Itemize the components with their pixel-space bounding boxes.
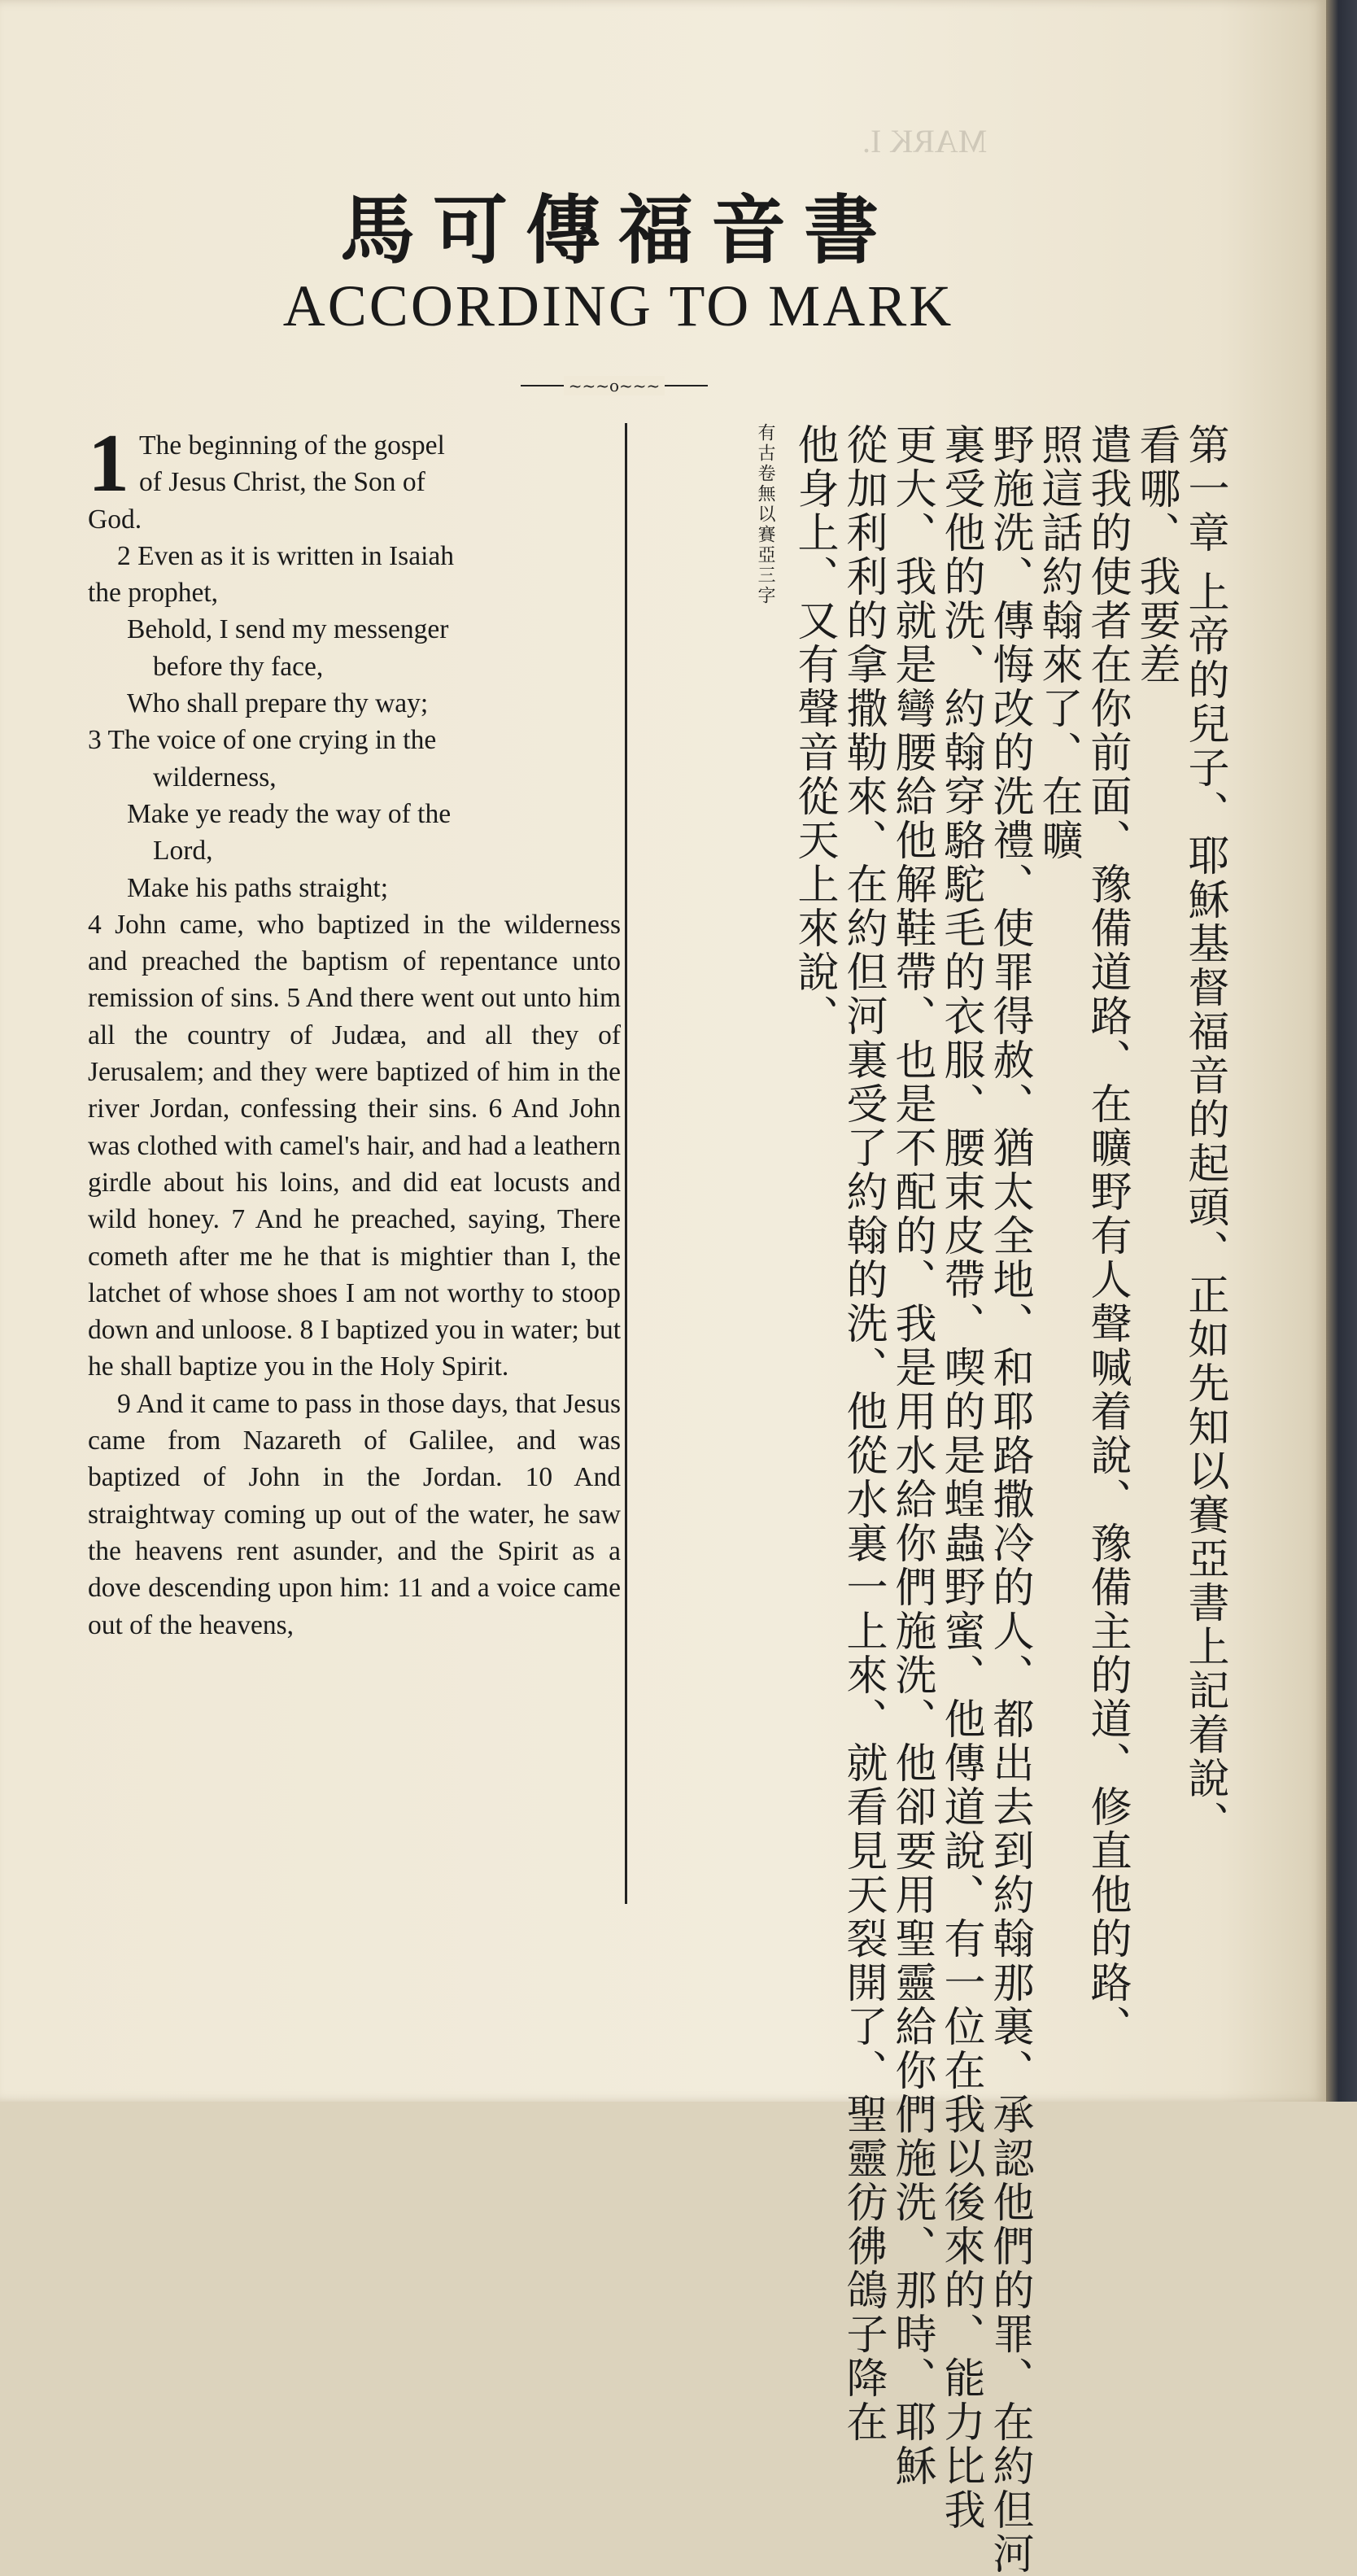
- english-line: 2 Even as it is written in Isaiah: [117, 540, 455, 571]
- english-line: Behold, I send my messenger: [127, 614, 449, 645]
- chinese-text-column: [635, 423, 1228, 2576]
- english-line: Lord,: [153, 836, 213, 867]
- english-line: Make his paths straight;: [127, 872, 388, 903]
- chinese-title: 馬可傳福音書: [339, 186, 897, 274]
- english-line: before thy face,: [153, 651, 324, 682]
- chinese-column: 從加利利的拿撒勒來、在約但河裏受了約翰的洗、他從水裏一上來、就看見天裂開了、聖靈彷彿鴿子降在: [839, 423, 887, 2444]
- book-cover-edge: [1326, 0, 1357, 2102]
- chinese-column: 裏受他的洗、約翰穿駱駝毛的衣服、腰束皮帶、喫的是蝗蟲野蜜、他傳道說、有一位在我以後來的、能力比我: [936, 423, 984, 2532]
- chinese-column: 第一章 上帝的兒子、耶穌基督福音的起頭、正如先知以賽亞書上記着說、: [1180, 423, 1228, 1845]
- english-line: wilderness,: [153, 762, 277, 792]
- title-ornament: ~~~o~~~: [521, 376, 708, 395]
- chinese-column: 野施洗、傳悔改的洗禮、使罪得赦、猶太全地、和耶路撒冷的人、都出去到約翰那裏、承認他們的罪、在約但河: [985, 423, 1033, 2576]
- chinese-footnote: 有古卷無以賽亞三字: [755, 423, 775, 606]
- bleed-through-header: MARK I.: [862, 123, 988, 159]
- chinese-column: 遣我的使者在你前面、豫備道路、在曠野有人聲喊着說、豫備主的道、修直他的路、: [1083, 423, 1131, 2049]
- english-line: Make ye ready the way of the: [127, 798, 452, 829]
- english-line: The beginning of the gospel: [139, 430, 445, 461]
- english-title: ACCORDING TO MARK: [282, 273, 954, 338]
- english-paragraph: 9 And it came to pass in those days, that Jesus came from Nazareth of Galilee, and was baptized of John in the Jordan. 10 And straightway coming up out of the water, he saw the heavens rent asunder, and the Spirit as a dove descending upon him: 11 and a voice came out of the heavens,: [88, 1388, 621, 1640]
- english-line: God.: [88, 504, 142, 535]
- english-paragraph: 4 John came, who baptized in the wilderness and preached the baptism of repentance unto remission of sins. 5 And there went out unto him all the country of Judæa, and all they of Jerusalem; and they were baptized of him in the river Jordan, confessing their sins. 6 And John was clothed with camel's hair, and had a leathern girdle about his loins, and did eat locusts and wild honey. 7 And he preached, saying, There cometh after me he that is mightier than I, the latchet of whose shoes I am not worthy to stoop down and unloose. 8 I baptized you in water; but he shall baptize you in the Holy Spirit.: [88, 909, 621, 1382]
- column-divider: [625, 423, 627, 1904]
- english-line: the prophet,: [88, 578, 219, 609]
- english-line: 3 The voice of one crying in the: [88, 725, 437, 756]
- english-line: Who shall prepare thy way;: [127, 688, 429, 719]
- chinese-column: 看哪、我要差: [1132, 423, 1180, 687]
- chinese-column: 他身上、又有聲音從天上來說、: [790, 423, 838, 1038]
- english-text-column: [88, 417, 621, 1908]
- english-line: of Jesus Christ, the Son of: [139, 467, 425, 498]
- chinese-column: 更大、我就是彎腰給他解鞋帶、也是不配的、我是用水給你們施洗、他卻要用聖靈給你們施洗、那時、耶穌: [888, 423, 936, 2488]
- chapter-number: 1: [88, 417, 129, 509]
- chinese-column: 照這話約翰來了、在曠: [1034, 423, 1082, 862]
